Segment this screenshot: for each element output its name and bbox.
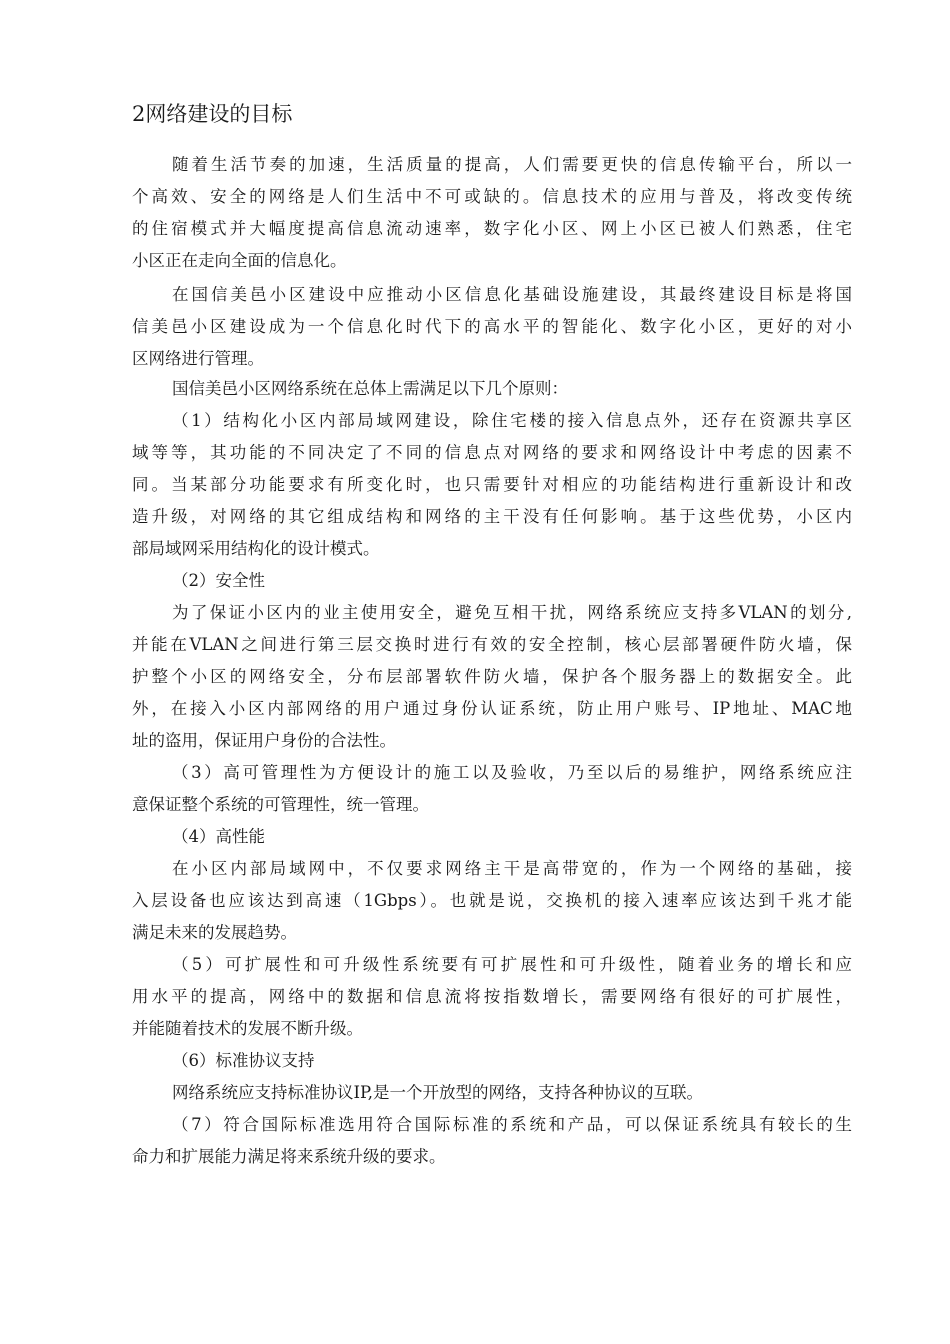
text-line: 并能随着技术的发展不断升级。 (132, 1019, 363, 1038)
text-line: （2）安全性 (172, 571, 265, 590)
text-line: 部局域网采用结构化的设计模式。 (132, 539, 380, 558)
text-line: 网络系统应支持标准协议IP,是一个开放型的网络，支持各种协议的互联。 (172, 1083, 704, 1102)
text-line: 护整个小区的网络安全，分布层部署软件防火墙，保护各个服务器上的数据安全。此 (132, 667, 852, 686)
text-line: 随着生活节奏的加速，生活质量的提高，人们需要更快的信息传输平台，所以一 (172, 155, 852, 174)
text-line: 并能在VLAN之间进行第三层交换时进行有效的安全控制，核心层部署硬件防火墙，保 (132, 635, 852, 654)
text-line: 信美邑小区建设成为一个信息化时代下的高水平的智能化、数字化小区，更好的对小 (132, 317, 852, 336)
text-line: （6）标准协议支持 (172, 1051, 315, 1070)
text-line: 国信美邑小区网络系统在总体上需满足以下几个原则： (172, 379, 568, 398)
text-line: （7）符合国际标准选用符合国际标准的系统和产品，可以保证系统具有较长的生 (172, 1115, 852, 1134)
text-line: 外，在接入小区内部网络的用户通过身份认证系统，防止用户账号、IP地址、MAC地 (132, 699, 852, 718)
text-line: （3）高可管理性为方便设计的施工以及验收，乃至以后的易维护，网络系统应注 (172, 763, 852, 782)
text-line: 在国信美邑小区建设中应推动小区信息化基础设施建设，其最终建设目标是将国 (172, 285, 852, 304)
text-line: 意保证整个系统的可管理性，统一管理。 (132, 795, 429, 814)
text-line: 在小区内部局域网中，不仅要求网络主干是高带宽的，作为一个网络的基础，接 (172, 859, 852, 878)
text-line: 入层设备也应该达到高速（1Gbps）。也就是说，交换机的接入速率应该达到千兆才能 (132, 891, 852, 910)
text-line: （5）可扩展性和可升级性系统要有可扩展性和可升级性，随着业务的增长和应 (172, 955, 852, 974)
text-line: 个高效、安全的网络是人们生活中不可或缺的。信息技术的应用与普及，将改变传统 (132, 187, 852, 206)
text-line: 小区正在走向全面的信息化。 (132, 251, 347, 270)
text-line: 命力和扩展能力满足将来系统升级的要求。 (132, 1147, 446, 1166)
text-line: 用水平的提高，网络中的数据和信息流将按指数增长，需要网络有很好的可扩展性， (132, 987, 852, 1006)
text-line: 址的盗用，保证用户身份的合法性。 (132, 731, 396, 750)
text-line: 为了保证小区内的业主使用安全，避免互相干扰，网络系统应支持多VLAN的划分, (172, 603, 852, 622)
text-line: （1）结构化小区内部局域网建设，除住宅楼的接入信息点外，还存在资源共享区 (172, 411, 852, 430)
section-heading: 2网络建设的目标 (132, 102, 293, 126)
text-line: 域等等，其功能的不同决定了不同的信息点对网络的要求和网络设计中考虑的因素不 (132, 443, 852, 462)
text-line: （4）高性能 (172, 827, 265, 846)
text-line: 同。当某部分功能要求有所变化时，也只需要针对相应的功能结构进行重新设计和改 (132, 475, 852, 494)
text-line: 的住宿模式并大幅度提高信息流动速率，数字化小区、网上小区已被人们熟悉，住宅 (132, 219, 852, 238)
text-line: 满足未来的发展趋势。 (132, 923, 297, 942)
text-line: 区网络进行管理。 (132, 349, 264, 368)
text-line: 造升级，对网络的其它组成结构和网络的主干没有任何影响。基于这些优势，小区内 (132, 507, 852, 526)
